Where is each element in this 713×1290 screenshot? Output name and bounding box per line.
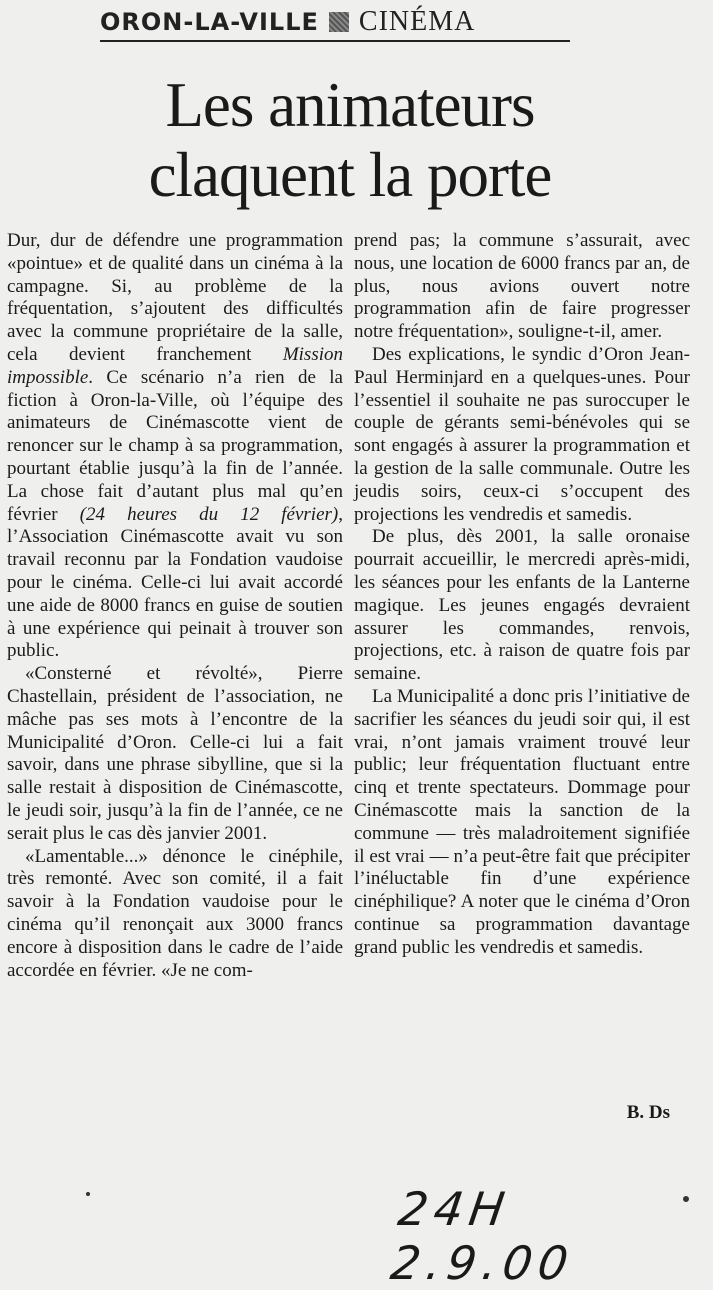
scan-speck xyxy=(86,1192,90,1196)
paragraph xyxy=(7,230,343,663)
paragraph: prend pas; la commune s’assurait, avec nous, une location de 6000 francs par an, de plus, nous avions ouvert notre programmation afin de faire progresser notre fréquentation», souligne-t-il, amer. xyxy=(354,230,690,343)
headline-line-2: claquent la porte xyxy=(148,140,552,210)
headline-line-1: Les animateurs xyxy=(165,70,535,140)
headline xyxy=(60,70,640,210)
article-column-left xyxy=(7,230,343,982)
paragraph: La Municipalité a donc pris l’initiative de sacrifier les séances du jeudi soir qui, il est vrai, n’ont jamais vraiment trouvé leur public; leur fréquentation fluctuant entre cinq et trente spectateurs. Dommage pour Cinémascotte mais la sanction de la commune — très maladroitement signifiée il est vrai — n’a peut-être fait que précipiter l’inéluctable fin d’une expérience cinéphilique? A noter que le cinéma d’Oron continue sa programmation davantage grand public les vendredis et samedis. xyxy=(354,685,690,958)
handwritten-date: 24H 2.9.00 xyxy=(387,1182,578,1290)
text-run: Dur, dur de défendre une programmation «pointue» et de qualité dans un cinéma à la campagne. Si, au problème de la fréquentation, s’ajoutent des difficultés avec la commune propriétaire de la salle, cela devient franchement xyxy=(7,230,343,365)
paragraph: De plus, dès 2001, la salle oronaise pourrait accueillir, le mercredi après-midi, les séances pour les enfants de la Lanterne magique. Les jeunes engagés devraient assurer les commandes, renvois, projections, etc. à raison de quatre fois par semaine. xyxy=(354,526,690,685)
byline: B. Ds xyxy=(626,1102,670,1123)
paragraph: Des explications, le syndic d’Oron Jean-Paul Herminjard en a quelques-unes. Pour l’essentiel il souhaite ne pas suroccuper le couple de gérants semi-bénévoles qui se sont engagés à assurer la programmation et la gestion de la salle communale. Outre les jeudis soirs, ceux-ci s’occupent des projections les vendredis et samedis. xyxy=(354,343,690,525)
kicker-place: ORON-LA-VILLE xyxy=(100,8,319,36)
paragraph: «Consterné et révolté», Pierre Chastellain, président de l’association, ne mâche pas ses mots à l’encontre de la Municipalité d’Oron. Celle-ci lui a fait savoir, dans une phrase sibylline, que si la salle restait à disposition de Cinémascotte, le jeudi soir, jusqu’à la fin de l’année, ce ne serait plus le cas dès janvier 2001. xyxy=(7,663,343,844)
citation: (24 heures du 12 février) xyxy=(79,503,339,525)
kicker-section: CINÉMA xyxy=(358,6,476,37)
emphasis: Mission impossible xyxy=(7,343,343,388)
article-column-right xyxy=(354,230,690,960)
kicker-square-icon xyxy=(329,12,349,32)
handwritten-note xyxy=(387,1182,695,1290)
text-run: , l’Association Cinémascotte avait vu son travail reconnu par la Fondation vaudoise pour le cinéma. Celle-ci lui avait accordé une aide de 8000 francs en guise de soutien à une expérience qui peinait à trouver son public. xyxy=(7,503,343,662)
section-kicker xyxy=(100,6,570,42)
text-run: . Ce scénario n’a rien de la fiction à Oron-la-Ville, où l’équipe des animateurs de Cinémascotte vient de renoncer sur le champ à sa programmation, pourtant établie jusqu’à la fin de l’année. La chose fait d’autant plus mal qu’en février xyxy=(7,366,343,525)
scan-speck xyxy=(683,1196,689,1202)
paragraph: «Lamentable...» dénonce le cinéphile, très remonté. Avec son comité, il a fait savoir à la Fondation vaudoise pour le cinéma qu’il renonçait aux 3000 francs encore à disposition dans le cadre de l’aide accordée en février. «Je ne com- xyxy=(7,845,343,981)
